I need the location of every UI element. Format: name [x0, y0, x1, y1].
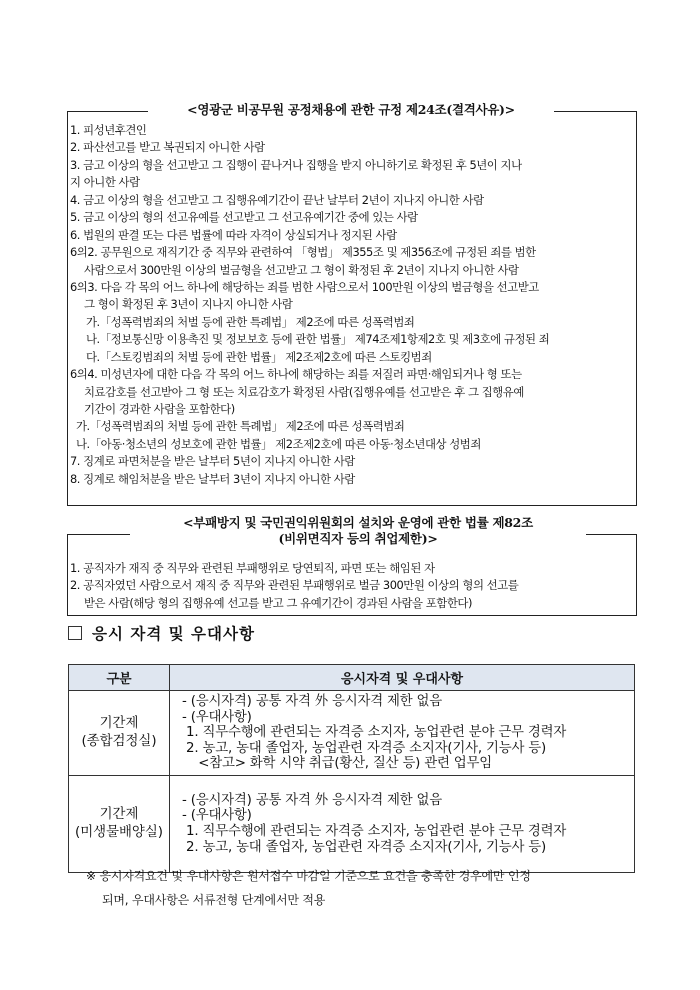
list-item: 5. 금고 이상의 형의 선고유예를 선고받고 그 선고유예기간 중에 있는 사람	[70, 210, 418, 225]
content-line: - (우대사항)	[182, 709, 252, 725]
qualification-content	[170, 691, 635, 776]
list-item: 1. 피성년후견인	[70, 123, 147, 137]
list-item: 치료감호를 선고받아 그 형 또는 치료감호가 확정된 사람(집행유예를 선고받은 후 그 집행유예	[84, 384, 524, 399]
header-qualification: 응시자격 및 우대사항	[170, 665, 635, 691]
content-line: 2. 농고, 농대 졸업자, 농업관련 자격증 소지자(기사, 기능사 등)	[182, 740, 547, 756]
box2-title-line1: <부패방지 및 국민권익위원회의 설치와 운영에 관한 법률 제82조	[183, 515, 533, 530]
category-sub: (미생물배양실)	[74, 824, 164, 840]
list-item: 받은 사람(해당 형의 집행유예 선고를 받고 그 유예기간이 경과된 사람을 포함한다)	[84, 595, 472, 610]
section-title: 응시 자격 및 우대사항	[92, 625, 255, 643]
list-item: 나.「정보통신망 이용촉진 및 정보보호 등에 관한 법률」 제74조제1항제2호 및 제3호에 규정된 죄	[86, 332, 550, 347]
list-item: 6의3. 다음 각 목의 어느 하나에 해당하는 죄를 범한 사람으로서 100만원 이상의 벌금형을 선고받고	[70, 279, 539, 294]
content-line: - (우대사항)	[182, 808, 252, 824]
list-item: 그 형이 확정된 후 3년이 지나지 아니한 사람	[84, 297, 293, 312]
list-item: 가.「성폭력범죄의 처벌 등에 관한 특례법」 제2조에 따른 성폭력범죄	[76, 419, 405, 434]
content-line: 1. 직무수행에 관련되는 자격증 소지자, 농업관련 분야 근무 경력자	[182, 725, 567, 741]
box2-title-line2: (비위면직자 등의 취업제한)>	[278, 531, 438, 546]
list-item: 1. 공직자가 재직 중 직무와 관련된 부패행위로 당연퇴직, 파면 또는 해임된 자	[70, 561, 435, 575]
list-item: 3. 금고 이상의 형을 선고받고 그 집행이 끝나거나 집행을 받지 아니하기로 확정된 후 5년이 지나	[70, 157, 522, 172]
content-line: - (응시자격) 공통 자격 外 응시자격 제한 없음	[182, 792, 443, 808]
list-item: 가.「성폭력범죄의 처벌 등에 관한 특례법」 제2조에 따른 성폭력범죄	[86, 314, 415, 329]
list-item: 사람으로서 300만원 이상의 벌금형을 선고받고 그 형이 확정된 후 2년이 지나지 아니한 사람	[84, 262, 519, 277]
category-label: 기간제	[99, 715, 139, 731]
note	[86, 864, 531, 912]
box2-lines	[70, 560, 518, 612]
category-sub: (종합검정실)	[81, 733, 157, 749]
qualification-table	[68, 664, 635, 873]
content-line: 2. 농고, 농대 졸업자, 농업관련 자격증 소지자(기사, 기능사 등)	[182, 839, 547, 855]
box2-title	[130, 515, 586, 547]
list-item: 6. 법원의 판결 또는 다른 법률에 따라 자격이 상실되거나 정지된 사람	[70, 227, 397, 242]
content-line: 1. 직무수행에 관련되는 자격증 소지자, 농업관련 분야 근무 경력자	[182, 823, 567, 839]
note-line2: 되며, 우대사항은 서류전형 단계에서만 적용	[102, 893, 326, 907]
content-line: - (응시자격) 공통 자격 外 응시자격 제한 없음	[182, 694, 443, 709]
content-line: <참고> 화학 시약 취급(황산, 질산 등) 관련 업무임	[182, 756, 493, 772]
box1-lines	[70, 122, 549, 488]
header-category: 구분	[69, 665, 170, 691]
list-item: 지 아니한 사람	[70, 175, 140, 190]
list-item: 나.「아동·청소년의 성보호에 관한 법률」 제2조제2호에 따른 아동·청소년대상 성범죄	[76, 436, 481, 451]
checkbox-square-icon	[68, 626, 82, 640]
list-item: 2. 파산선고를 받고 복권되지 아니한 사람	[70, 140, 265, 155]
table-row	[69, 691, 635, 776]
category-label: 기간제	[99, 806, 139, 822]
section-heading	[68, 622, 255, 644]
list-item: 8. 징계로 해임처분을 받은 날부터 3년이 지나지 아니한 사람	[70, 471, 355, 486]
list-item: 7. 징계로 파면처분을 받은 날부터 5년이 지나지 아니한 사람	[70, 454, 355, 469]
qualification-content	[170, 775, 635, 872]
list-item: 기간이 경과한 사람을 포함한다)	[84, 402, 235, 416]
box1-title: <영광군 비공무원 공정채용에 관한 규정 제24조(결격사유)>	[148, 101, 554, 118]
table-row	[69, 775, 635, 872]
list-item: 2. 공직자였던 사람으로서 재직 중 직무와 관련된 부패행위로 벌금 300만원 이상의 형의 선고를	[70, 578, 519, 593]
list-item: 4. 금고 이상의 형을 선고받고 그 집행유예기간이 끝난 날부터 2년이 지나지 아니한 사람	[70, 192, 484, 207]
list-item: 6의2. 공무원으로 재직기간 중 직무와 관련하여 「형법」 제355조 및 제356조에 규정된 죄를 범한	[70, 245, 536, 260]
note-line1: ※ 응시자격요건 및 우대사항은 원서접수 마감일 기준으로 요건을 충족한 경우에만 인정	[86, 869, 531, 883]
list-item: 다.「스토킹범죄의 처벌 등에 관한 법률」 제2조제2호에 따른 스토킹범죄	[86, 349, 432, 364]
list-item: 6의4. 미성년자에 대한 다음 각 목의 어느 하나에 해당하는 죄를 저질러 파면·해임되거나 형 또는	[70, 367, 522, 382]
